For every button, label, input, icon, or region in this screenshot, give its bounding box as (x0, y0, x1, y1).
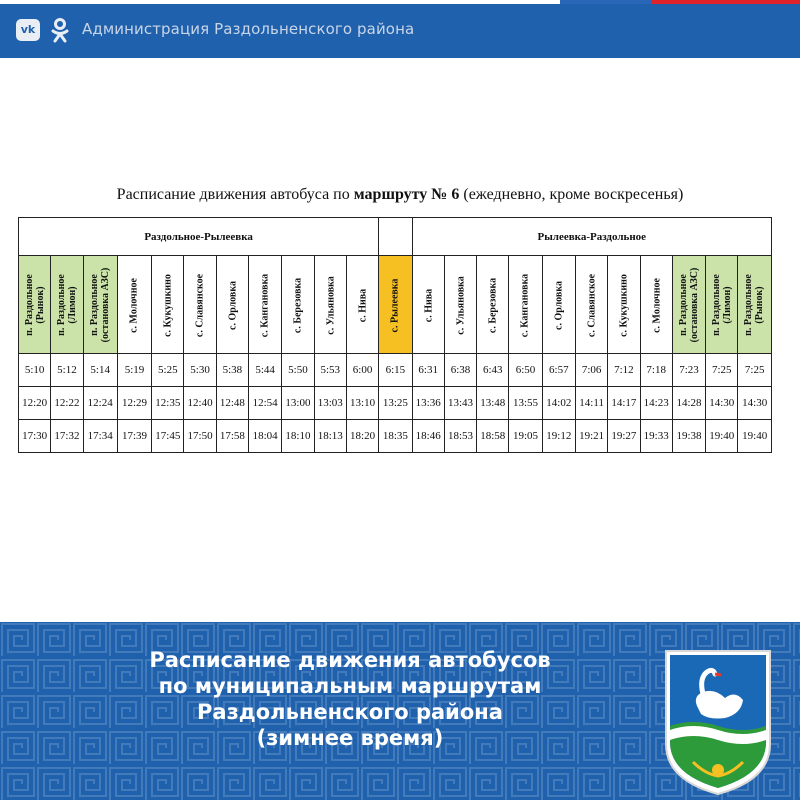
departure-time: 18:10 (282, 420, 314, 453)
stop-name: с. Кангановка (519, 273, 531, 337)
departure-time: 6:31 (412, 354, 444, 387)
stop-header (152, 256, 184, 354)
trip-row (19, 354, 772, 387)
departure-time: 17:58 (216, 420, 248, 453)
stop-name: с. Нива (357, 288, 369, 322)
stop-name: с. Орловка (227, 280, 239, 330)
stop-name: п. Раздольное (Лимон) (56, 273, 79, 336)
departure-time: 14:30 (738, 387, 772, 420)
departure-time: 6:15 (379, 354, 412, 387)
stop-header (19, 256, 51, 354)
departure-time: 12:22 (51, 387, 83, 420)
footer-title-line-4: (зимнее время) (256, 726, 444, 750)
departure-time: 13:48 (477, 387, 509, 420)
departure-time: 19:21 (575, 420, 607, 453)
vk-icon[interactable]: vk (16, 19, 40, 41)
departure-time: 6:38 (444, 354, 476, 387)
stop-name: с. Молочное (128, 277, 140, 333)
footer-banner (0, 622, 800, 800)
stop-header (412, 256, 444, 354)
departure-time: 14:17 (608, 387, 640, 420)
departure-time: 13:00 (282, 387, 314, 420)
stop-name: п. Раздольное (остановка АЗС) (677, 267, 700, 342)
footer-title-line-2: по муниципальным маршрутам (158, 674, 542, 698)
departure-time: 17:34 (83, 420, 117, 453)
stop-name: с. Ульяновка (325, 275, 337, 335)
departure-time: 13:25 (379, 387, 412, 420)
departure-time: 12:40 (184, 387, 216, 420)
departure-time: 17:45 (152, 420, 184, 453)
footer-title-line-1: Расписание движения автобусов (149, 648, 551, 672)
departure-time: 19:05 (509, 420, 542, 453)
stop-header (640, 256, 672, 354)
departure-time: 18:04 (249, 420, 282, 453)
stop-name: с. Ульяновка (455, 275, 467, 335)
stop-name: с. Орловка (553, 280, 565, 330)
stop-header (444, 256, 476, 354)
stop-name: с. Березовка (487, 277, 499, 333)
departure-time: 14:23 (640, 387, 672, 420)
stop-header (282, 256, 314, 354)
departure-time: 18:35 (379, 420, 412, 453)
departure-time: 7:06 (575, 354, 607, 387)
stop-header (51, 256, 83, 354)
stop-name: с. Кангановка (259, 273, 271, 337)
departure-time: 19:27 (608, 420, 640, 453)
stop-header (314, 256, 346, 354)
departure-time: 12:29 (117, 387, 151, 420)
departure-time: 19:38 (672, 420, 705, 453)
departure-time: 5:38 (216, 354, 248, 387)
trip-row (19, 420, 772, 453)
trip-row (19, 387, 772, 420)
departure-time: 12:48 (216, 387, 248, 420)
departure-time: 7:25 (706, 354, 738, 387)
schedule-title-prefix: Расписание движения автобуса по (116, 186, 354, 203)
stop-name: с. Молочное (651, 277, 663, 333)
odnoklassniki-icon[interactable] (50, 17, 70, 43)
departure-time: 5:53 (314, 354, 346, 387)
departure-time: 14:30 (706, 387, 738, 420)
departure-time: 19:40 (706, 420, 738, 453)
departure-time: 13:55 (509, 387, 542, 420)
departure-time: 7:23 (672, 354, 705, 387)
stop-name: п. Раздольное (остановка АЗС) (88, 267, 111, 342)
departure-time: 19:12 (542, 420, 575, 453)
departure-time: 14:11 (575, 387, 607, 420)
departure-time: 17:39 (117, 420, 151, 453)
departure-time: 5:44 (249, 354, 282, 387)
departure-time: 12:24 (83, 387, 117, 420)
schedule-title (0, 186, 800, 204)
stop-header (542, 256, 575, 354)
stop-header (346, 256, 378, 354)
departure-time: 5:19 (117, 354, 151, 387)
departure-time: 13:10 (346, 387, 378, 420)
departure-time: 12:35 (152, 387, 184, 420)
direction-row (19, 218, 772, 256)
departure-time: 13:36 (412, 387, 444, 420)
direction-spacer (379, 218, 412, 256)
departure-time: 14:28 (672, 387, 705, 420)
stop-name: с. Нива (423, 288, 435, 322)
district-coat-of-arms (663, 648, 773, 796)
stops-row (19, 256, 772, 354)
stop-name: с. Рылеевка (389, 278, 401, 332)
stop-header (575, 256, 607, 354)
stop-name: с. Кукушкино (618, 273, 630, 337)
departure-time: 13:43 (444, 387, 476, 420)
stop-header (477, 256, 509, 354)
departure-time: 7:12 (608, 354, 640, 387)
stop-header (83, 256, 117, 354)
departure-time: 19:40 (738, 420, 772, 453)
departure-time: 6:57 (542, 354, 575, 387)
footer-title (90, 647, 610, 751)
stop-header (216, 256, 248, 354)
stop-name: с. Березовка (292, 277, 304, 333)
departure-time: 17:30 (19, 420, 51, 453)
community-title[interactable]: Администрация Раздольненского района (82, 20, 415, 38)
departure-time: 5:10 (19, 354, 51, 387)
schedule-title-suffix: (ежедневно, кроме воскресенья) (459, 186, 684, 203)
stop-name: с. Кукушкино (162, 273, 174, 337)
departure-time: 5:30 (184, 354, 216, 387)
top-header-bar (0, 0, 800, 58)
departure-time: 5:12 (51, 354, 83, 387)
stop-header (249, 256, 282, 354)
stop-name: п. Раздольное (Рынок) (24, 273, 46, 336)
departure-time: 7:25 (738, 354, 772, 387)
departure-time: 14:02 (542, 387, 575, 420)
departure-time: 19:33 (640, 420, 672, 453)
schedule-title-route: маршруту № 6 (353, 186, 460, 203)
stop-header (706, 256, 738, 354)
departure-time: 12:20 (19, 387, 51, 420)
departure-time: 5:25 (152, 354, 184, 387)
stop-name: п. Раздольное (Лимон) (711, 273, 734, 336)
stop-header (509, 256, 542, 354)
departure-time: 6:50 (509, 354, 542, 387)
departure-time: 7:18 (640, 354, 672, 387)
departure-time: 18:53 (444, 420, 476, 453)
stop-header (738, 256, 772, 354)
stop-name: с. Славянское (194, 273, 206, 337)
stop-header (117, 256, 151, 354)
departure-time: 6:00 (346, 354, 378, 387)
direction-razdolnoe-ryleevka: Раздольное-Рылеевка (19, 218, 379, 256)
stop-header (672, 256, 705, 354)
schedule-table (18, 217, 772, 453)
departure-time: 18:58 (477, 420, 509, 453)
stop-name: п. Раздольное (Рынок) (743, 273, 766, 336)
departure-time: 5:14 (83, 354, 117, 387)
direction-ryleevka-razdolnoe: Рылеевка-Раздольное (412, 218, 771, 256)
departure-time: 5:50 (282, 354, 314, 387)
departure-time: 6:43 (477, 354, 509, 387)
departure-time: 13:03 (314, 387, 346, 420)
departure-time: 12:54 (249, 387, 282, 420)
departure-time: 17:50 (184, 420, 216, 453)
departure-time: 18:20 (346, 420, 378, 453)
times-body (19, 354, 772, 453)
flag-stripe (0, 0, 800, 4)
stop-header (379, 256, 412, 354)
stop-header (608, 256, 640, 354)
departure-time: 18:46 (412, 420, 444, 453)
departure-time: 18:13 (314, 420, 346, 453)
stop-header (184, 256, 216, 354)
departure-time: 17:32 (51, 420, 83, 453)
footer-title-line-3: Раздольненского района (197, 700, 503, 724)
stop-name: с. Славянское (586, 273, 598, 337)
